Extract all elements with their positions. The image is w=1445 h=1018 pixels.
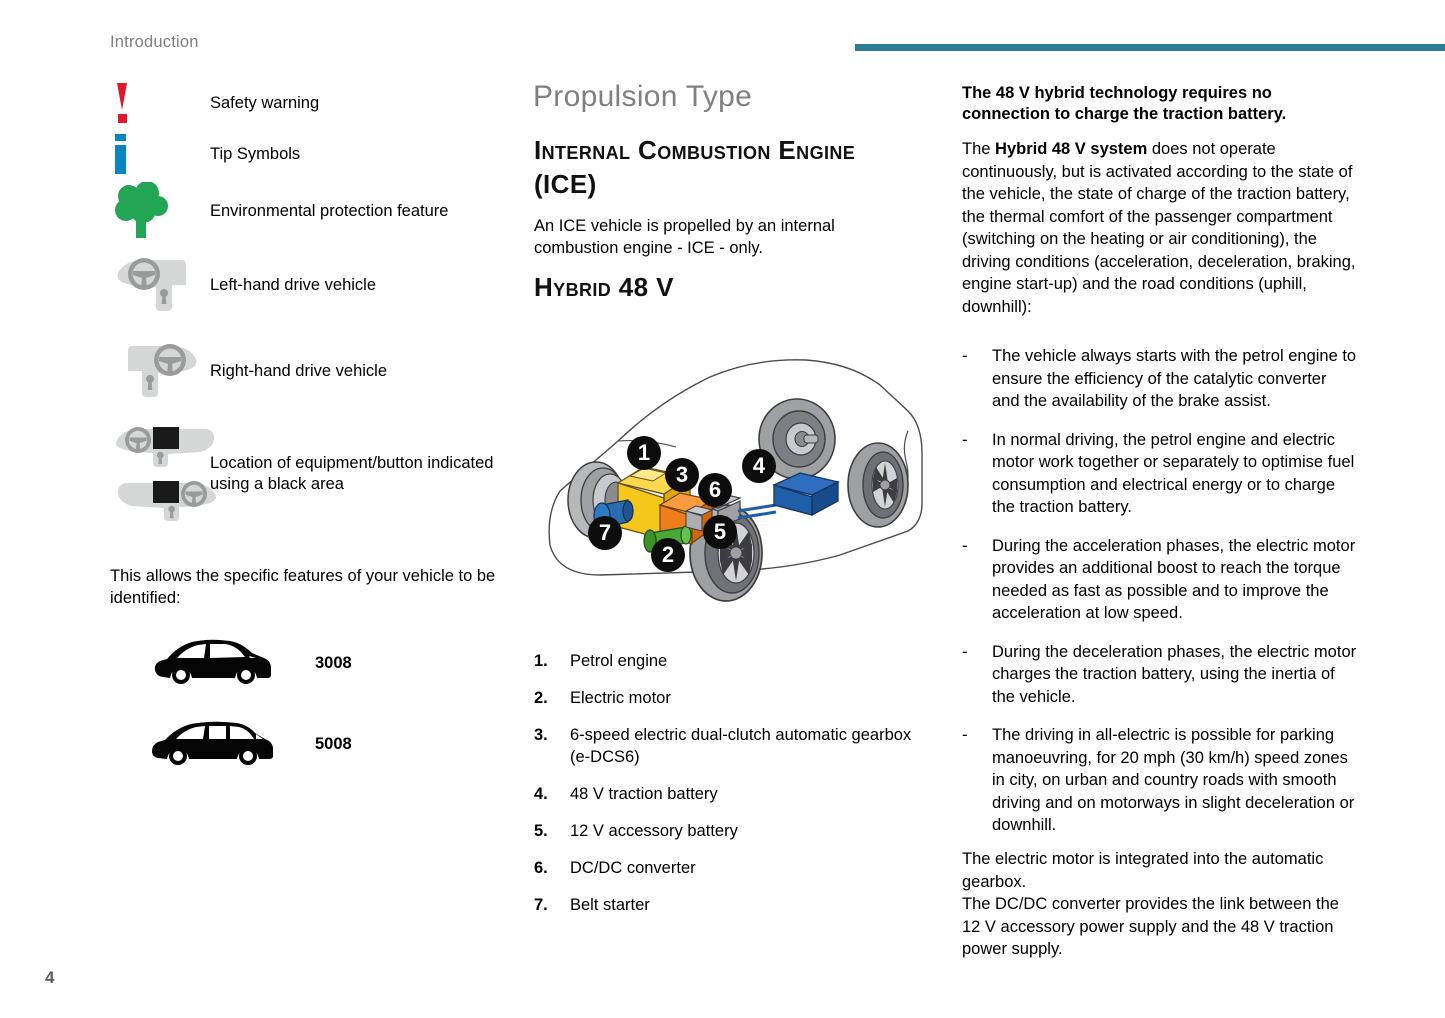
black-area-icon-wrap [110, 422, 210, 526]
bullet-item [962, 345, 1357, 413]
legend-label-left-hand-drive: Left-hand drive vehicle [210, 275, 377, 294]
powertrain-parts-list [534, 650, 926, 931]
warning-exclamation-icon-wrap [110, 83, 210, 123]
black-area-location-icon-lhd [114, 422, 218, 472]
svg-text:6: 6 [708, 477, 722, 502]
tree-icon-wrap [110, 182, 210, 240]
bullet-item [962, 641, 1357, 709]
legend-label-black-area: Location of equipment/button indicated using a black area [210, 454, 494, 493]
part-label: Belt starter [570, 896, 650, 914]
heading-hybrid-48v: Hybrid 48 V [534, 272, 674, 302]
diagram-callout-6 [698, 473, 732, 507]
bullet-item [962, 429, 1357, 519]
vehicle-name-3008: 3008 [315, 653, 352, 672]
bullet-text: The vehicle always starts with the petrol engine to ensure the efficiency of the catalytic converter and the availability of the brake assist. [992, 347, 1357, 410]
diagram-wheel-front-right [848, 443, 908, 527]
svg-text:5: 5 [713, 519, 727, 544]
bullet-text: The driving in all-electric is possible for parking manoeuvring, for 20 mph (30 km/h) speed zones in city, on urban and country roads with smooth driving and on motorways in slight deceleration or downhill. [992, 726, 1355, 834]
legend-label-environment: Environmental protection feature [210, 201, 449, 220]
tail-paragraph-2: The DC/DC converter provides the link between the 12 V accessory power supply and the 48 V traction power supply. [962, 895, 1339, 958]
bullet-item [962, 535, 1357, 625]
vehicle-name-5008: 5008 [315, 734, 352, 753]
part-item [534, 724, 926, 768]
part-item [534, 894, 926, 916]
part-label: 12 V accessory battery [570, 822, 738, 840]
part-number: 6. [534, 859, 548, 877]
diagram-callout-1 [627, 436, 661, 470]
info-i-icon [114, 134, 130, 174]
tail-paragraph-1: The electric motor is integrated into the automatic gearbox. [962, 850, 1324, 891]
part-label: 48 V traction battery [570, 785, 718, 803]
svg-text:4: 4 [752, 453, 766, 478]
part-number: 5. [534, 822, 548, 840]
part-label: Petrol engine [570, 652, 668, 670]
bullet-text: During the deceleration phases, the electric motor charges the traction battery, using the inertia of the vehicle. [992, 642, 1357, 706]
info-i-icon-wrap [110, 134, 210, 174]
paragraph-bold-term: Hybrid 48 V system [995, 140, 1148, 158]
part-number: 1. [534, 652, 548, 670]
car-5008-silhouette-icon [151, 718, 275, 770]
legend-row-right-hand-drive [110, 328, 510, 414]
svg-text:2: 2 [661, 542, 675, 567]
diagram-callout-5 [703, 515, 737, 549]
svg-text:1: 1 [637, 440, 651, 465]
part-item [534, 650, 926, 672]
car-5008-silhouette-wrap [110, 718, 315, 770]
part-label: 6-speed electric dual-clutch automatic gearbox (e-DCS6) [570, 726, 912, 766]
legend-label-safety-warning: Safety warning [210, 93, 320, 112]
diagram-callout-3 [665, 458, 699, 492]
right-column-paragraph [962, 138, 1357, 318]
diagram-callout-2 [651, 538, 685, 572]
right-column-lead: The 48 V hybrid technology requires no connection to charge the traction battery. [962, 84, 1287, 123]
part-item [534, 783, 926, 805]
part-item [534, 857, 926, 879]
hybrid-powertrain-diagram [540, 333, 930, 618]
breadcrumb: Introduction [110, 33, 199, 51]
diagram-callout-7 [588, 516, 622, 550]
header-accent-rule [855, 44, 1445, 51]
right-column-bullet-list [962, 345, 1357, 853]
legend-row-environment [110, 180, 510, 242]
hybrid-powertrain-diagram-svg [540, 333, 930, 618]
bullet-dash: - [962, 726, 968, 744]
legend-label-right-hand-drive: Right-hand drive vehicle [210, 361, 388, 380]
svg-text:3: 3 [675, 462, 689, 487]
bullet-item [962, 724, 1357, 837]
right-column-tail [962, 848, 1357, 961]
car-3008-silhouette-wrap [110, 637, 315, 689]
car-3008-silhouette-icon [154, 637, 272, 689]
bullet-dash: - [962, 347, 968, 365]
svg-text:7: 7 [598, 520, 612, 545]
heading-internal-combustion-engine: Internal Combustion Engine (ICE) [534, 135, 856, 199]
page-title: Propulsion Type [533, 80, 753, 113]
symbol-legend-list [110, 78, 510, 534]
bullet-dash: - [962, 430, 968, 449]
paragraph-ice: An ICE vehicle is propelled by an internal combustion engine - ICE - only. [534, 217, 835, 257]
part-number: 4. [534, 785, 548, 803]
part-label: DC/DC converter [570, 859, 696, 877]
right-hand-drive-icon [114, 341, 200, 401]
right-hand-drive-icon-wrap [110, 341, 210, 401]
diagram-callout-4 [742, 449, 776, 483]
legend-note: This allows the specific features of your vehicle to be identified: [110, 567, 496, 607]
paragraph-post: does not operate continuously, but is activated according to the state of the vehicle, the state of charge of the traction battery, the thermal comfort of the passenger compartment (switching on the heating or air conditioning), the driving conditions (acceleration, deceleration, braking, engine start-up) and the road conditions (uphill, downhill): [962, 140, 1356, 316]
vehicle-row-3008 [110, 637, 352, 689]
bullet-dash: - [962, 642, 968, 661]
legend-label-tip-symbols: Tip Symbols [210, 144, 301, 163]
vehicle-row-5008 [110, 718, 352, 770]
bullet-text: During the acceleration phases, the electric motor provides an additional boost to reach the torque needed as fast as possible and to improve the acceleration at low speed. [992, 536, 1356, 622]
legend-row-safety-warning [110, 78, 510, 128]
bullet-text: In normal driving, the petrol engine and electric motor work together or separately to optimise fuel consumption and electrical energy or to charge the traction battery. [992, 430, 1355, 516]
legend-row-left-hand-drive [110, 242, 510, 328]
paragraph-pre: The [962, 140, 996, 158]
tree-icon [114, 182, 168, 240]
left-hand-drive-icon [114, 255, 200, 315]
legend-row-tip-symbols [110, 128, 510, 180]
part-number: 3. [534, 726, 548, 744]
left-hand-drive-icon-wrap [110, 255, 210, 315]
black-area-location-icon-rhd [114, 476, 218, 526]
part-number: 7. [534, 896, 548, 914]
warning-exclamation-icon [114, 83, 132, 123]
part-item [534, 687, 926, 709]
page-number: 4 [45, 968, 55, 987]
part-item [534, 820, 926, 842]
bullet-dash: - [962, 536, 968, 555]
part-number: 2. [534, 689, 548, 707]
part-label: Electric motor [570, 689, 671, 707]
legend-row-black-area [110, 414, 510, 534]
